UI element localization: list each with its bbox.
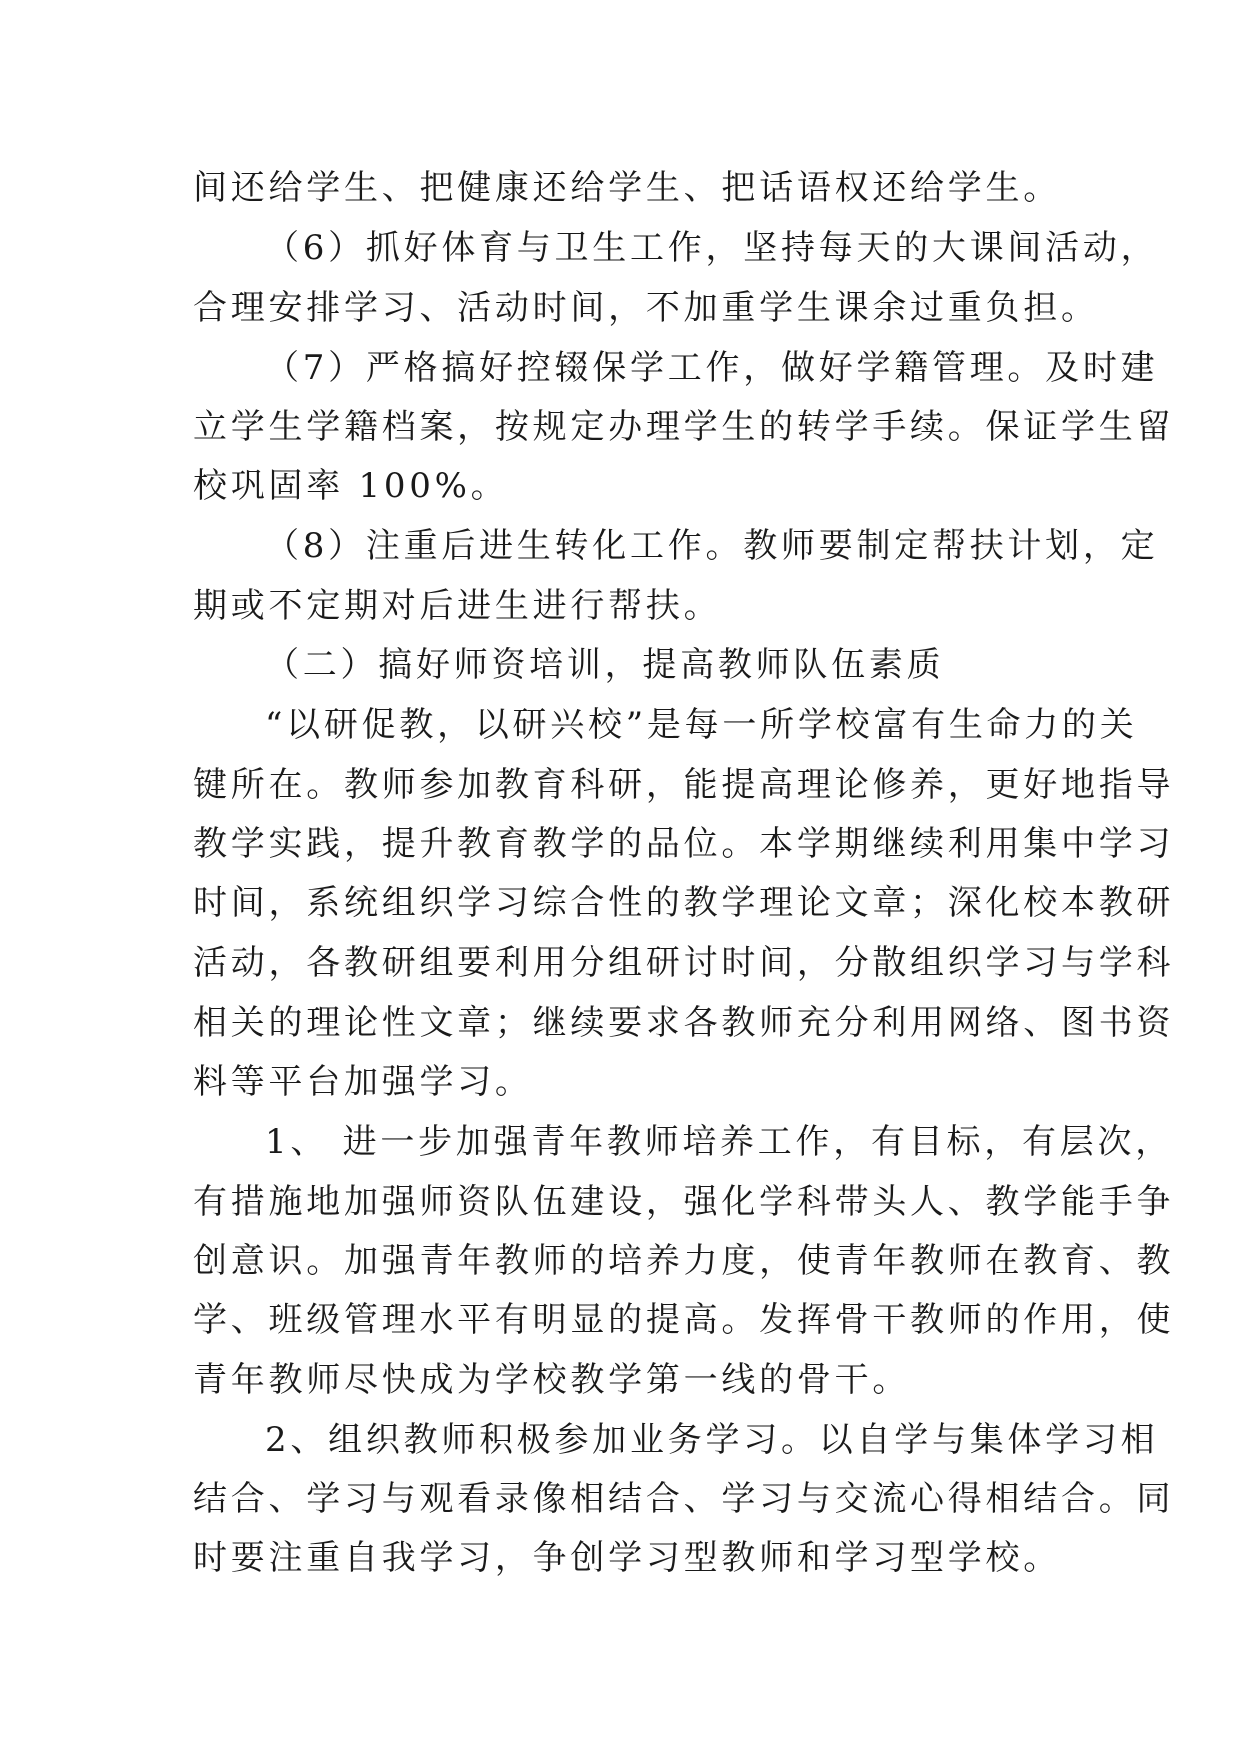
paragraph-first-line: 2、组织教师积极参加业务学习。以自学与集体学习相 xyxy=(265,1420,1159,1460)
text-line: 立学生学籍档案，按规定办理学生的转学手续。保证学生留 xyxy=(193,407,1175,447)
text-line: 青年教师尽快成为学校教学第一线的骨干。 xyxy=(193,1360,911,1400)
text-line: 学、班级管理水平有明显的提高。发挥骨干教师的作用，使 xyxy=(193,1300,1175,1340)
section-heading: （二）搞好师资培训，提高教师队伍素质 xyxy=(265,645,945,685)
text-line: 结合、学习与观看录像相结合、学习与交流心得相结合。同 xyxy=(193,1479,1175,1519)
text-line: 键所在。教师参加教育科研，能提高理论修养，更好地指导 xyxy=(193,765,1175,805)
text-line: 间还给学生、把健康还给学生、把话语权还给学生。 xyxy=(193,168,1062,208)
paragraph-first-line: “以研促教，以研兴校”是每一所学校富有生命力的关 xyxy=(265,705,1138,745)
text-line: 教学实践，提升教育教学的品位。本学期继续利用集中学习 xyxy=(193,824,1175,864)
text-line: 有措施地加强师资队伍建设，强化学科带头人、教学能手争 xyxy=(193,1182,1175,1222)
text-line: 活动，各教研组要利用分组研讨时间，分散组织学习与学科 xyxy=(193,943,1175,983)
text-line: 校巩固率 100%。 xyxy=(193,466,509,506)
text-line: 相关的理论性文章；继续要求各教师充分利用网络、图书资 xyxy=(193,1003,1175,1043)
text-line: 期或不定期对后进生进行帮扶。 xyxy=(193,586,722,626)
text-line: 创意识。加强青年教师的培养力度，使青年教师在教育、教 xyxy=(193,1241,1175,1281)
paragraph-first-line: （7）严格搞好控辍保学工作，做好学籍管理。及时建 xyxy=(265,348,1159,388)
text-line: 合理安排学习、活动时间，不加重学生课余过重负担。 xyxy=(193,288,1099,328)
paragraph-first-line: （6）抓好体育与卫生工作，坚持每天的大课间活动， xyxy=(265,228,1159,268)
paragraph-first-line: （8）注重后进生转化工作。教师要制定帮扶计划，定 xyxy=(265,526,1159,566)
text-line: 时要注重自我学习，争创学习型教师和学习型学校。 xyxy=(193,1538,1062,1578)
text-line: 时间，系统组织学习综合性的教学理论文章；深化校本教研 xyxy=(193,883,1175,923)
paragraph-first-line: 1、 进一步加强青年教师培养工作，有目标，有层次， xyxy=(265,1122,1173,1162)
text-line: 料等平台加强学习。 xyxy=(193,1062,533,1102)
